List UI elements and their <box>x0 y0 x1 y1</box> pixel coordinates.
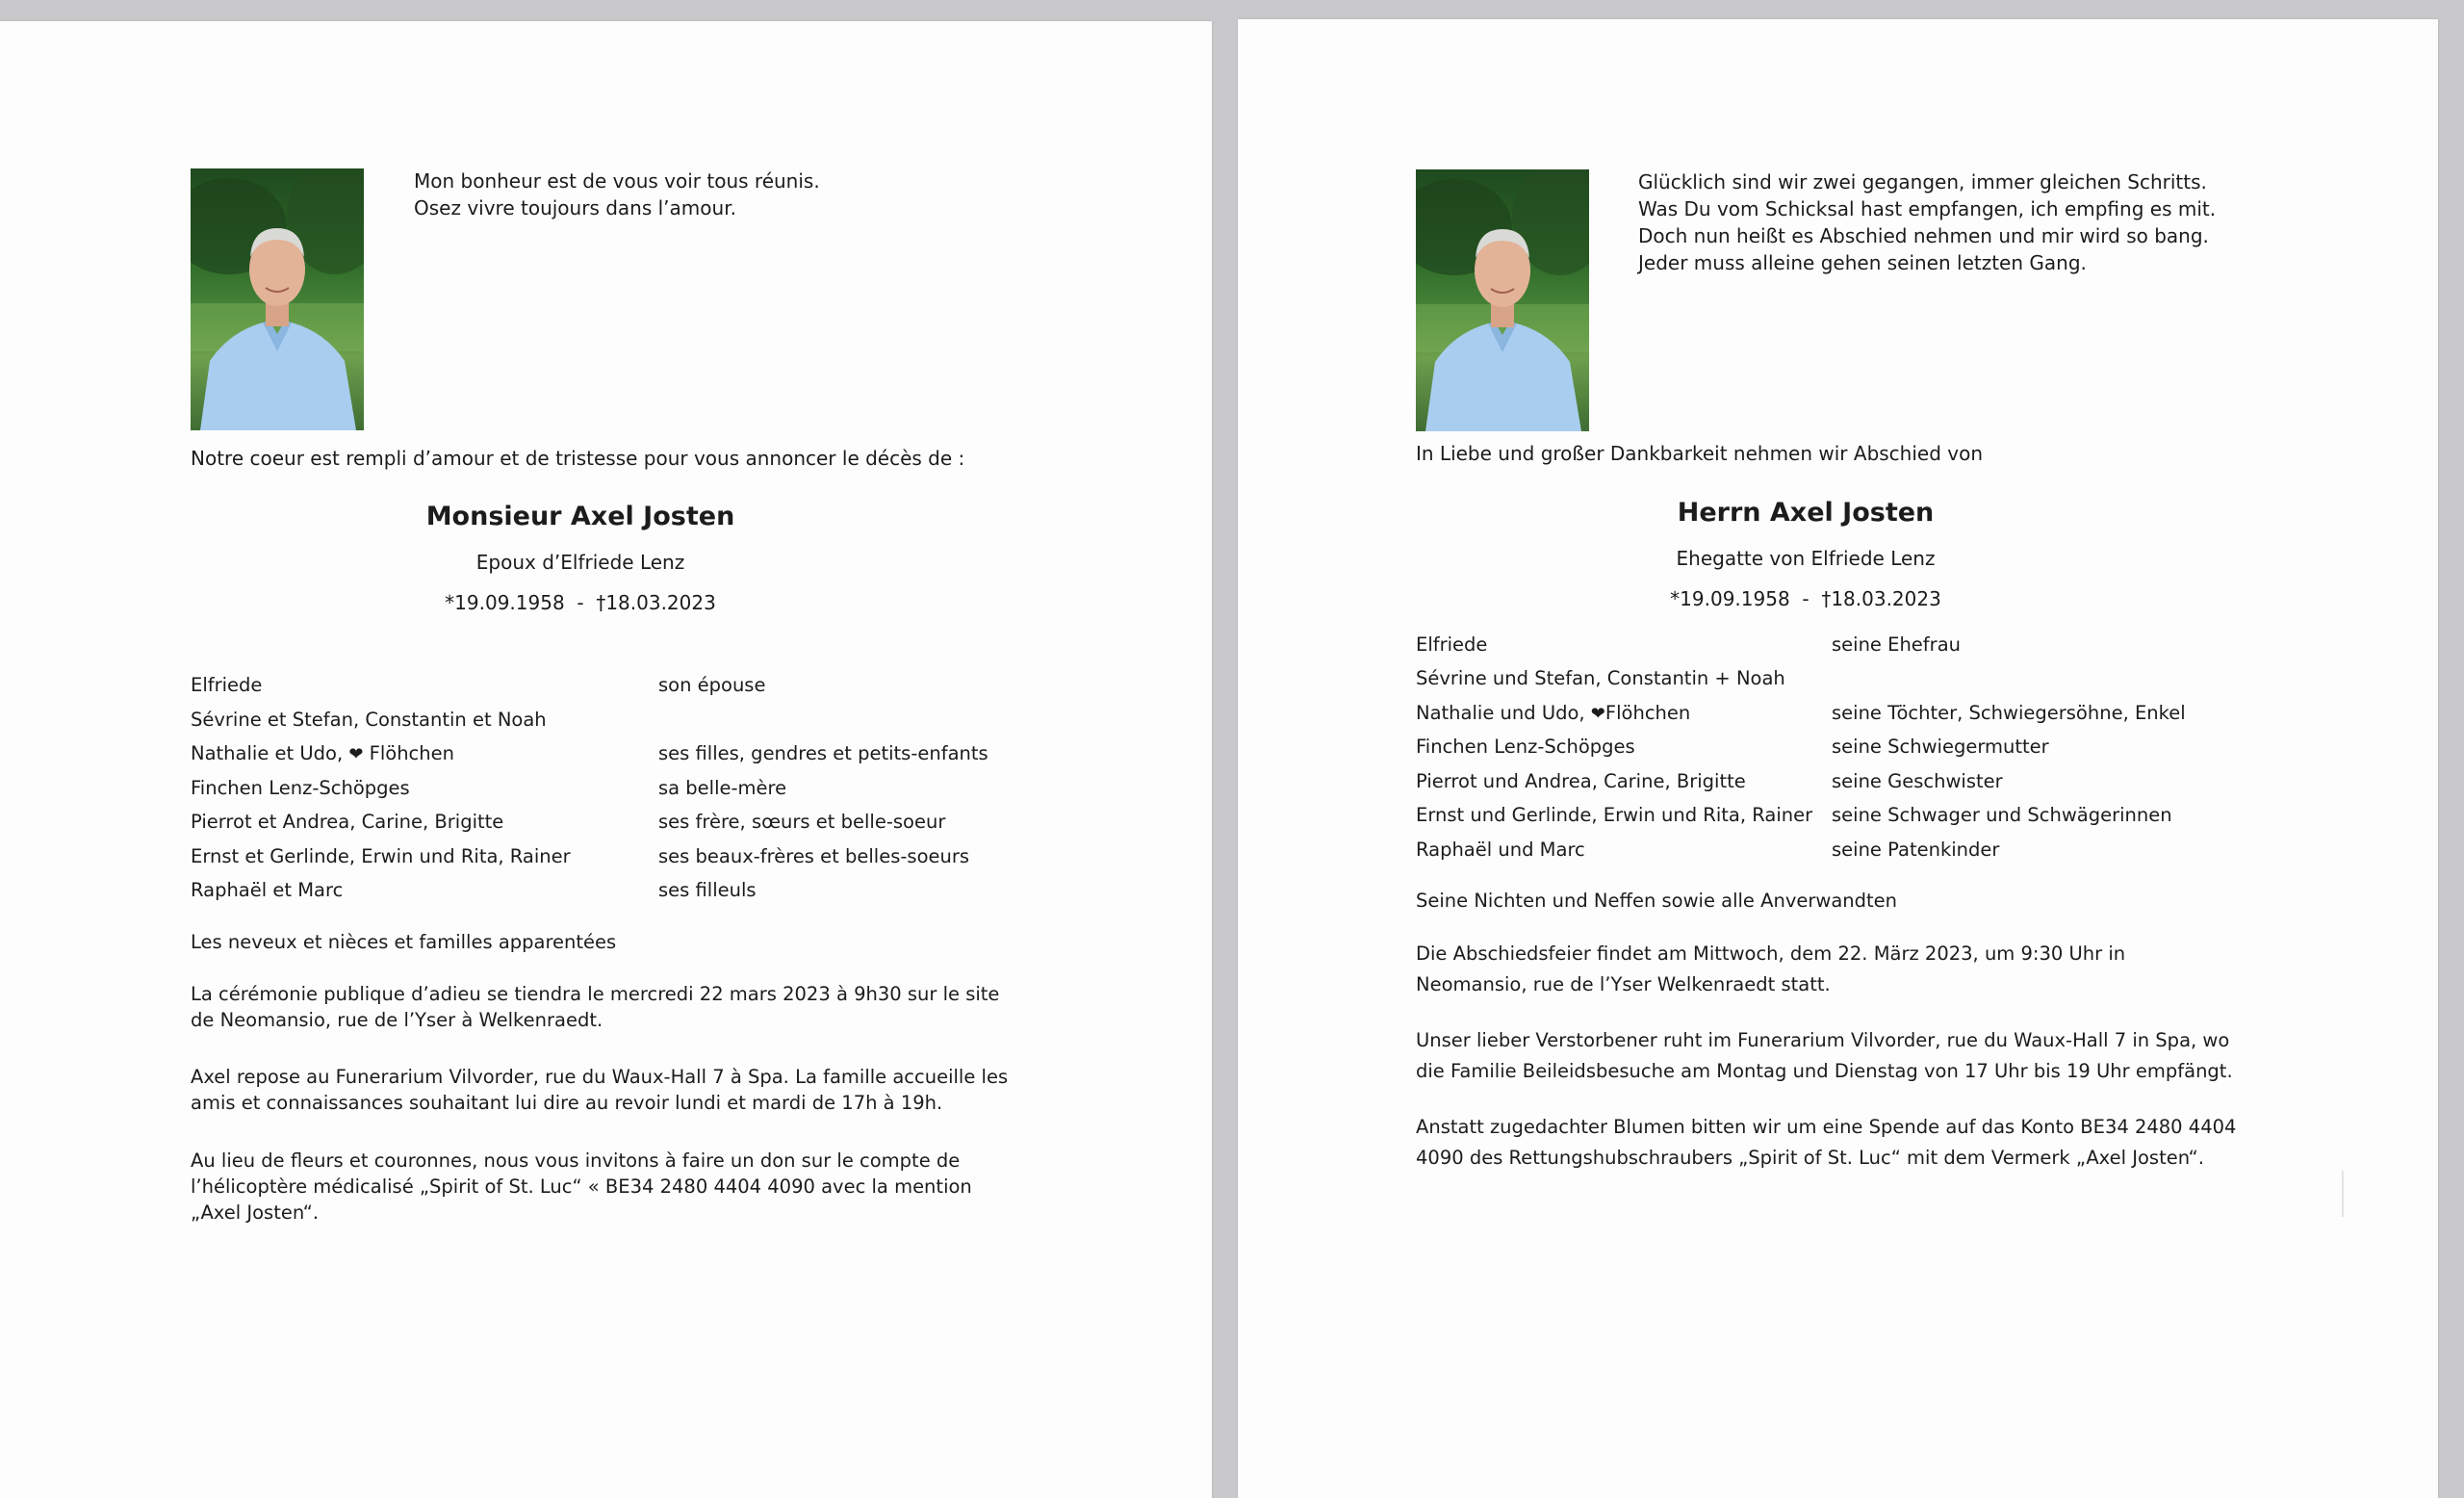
relatives-line: Seine Nichten und Neffen sowie alle Anverwandten <box>1416 890 1898 912</box>
family-relation: son épouse <box>658 674 766 696</box>
family-relation: seine Ehefrau <box>1832 633 1961 656</box>
poem <box>414 168 820 221</box>
family-names <box>1416 700 1690 727</box>
poem-line: Doch nun heißt es Abschied nehmen und mir wird so bang. <box>1638 224 2209 247</box>
paragraph-line: Axel repose au Funerarium Vilvorder, rue du Waux-Hall 7 à Spa. La famille accueille les <box>191 1066 1009 1088</box>
family-names: Elfriede <box>191 674 263 696</box>
family-names-part: Flöhchen <box>1604 702 1691 724</box>
deceased-name: Herrn Axel Josten <box>1677 498 1935 528</box>
paragraph-line: amis et connaissances souhaitant lui dire au revoir lundi et mardi de 17h à 19h. <box>191 1092 943 1114</box>
family-names: Finchen Lenz-Schöpges <box>1416 736 1635 758</box>
paragraph-line: 4090 des Rettungshubschraubers „Spirit of St. Luc“ mit dem Vermerk „Axel Josten“. <box>1416 1147 2204 1169</box>
donation-paragraph <box>191 1148 972 1226</box>
german-notice-page <box>1238 19 2438 1498</box>
poem-line: Osez vivre toujours dans l’amour. <box>414 196 736 220</box>
poem-line: Glücklich sind wir zwei gegangen, immer gleichen Schritts. <box>1638 170 2207 194</box>
family-names: Ernst et Gerlinde, Erwin und Rita, Rainer <box>191 845 571 867</box>
family-names: Ernst und Gerlinde, Erwin und Rita, Rainer <box>1416 804 1813 826</box>
family-names: Pierrot und Andrea, Carine, Brigitte <box>1416 770 1746 792</box>
family-names-part: Nathalie et Udo, <box>191 742 349 764</box>
family-names: Elfriede <box>1416 633 1488 656</box>
family-relation: seine Schwiegermutter <box>1832 736 2049 758</box>
family-relation: seine Geschwister <box>1832 770 2003 792</box>
family-relation: seine Patenkinder <box>1832 839 2000 861</box>
heart-icon: ❤ <box>1590 704 1605 724</box>
relatives-line: Les neveux et nièces et familles apparentées <box>191 931 617 953</box>
family-names: Raphaël et Marc <box>191 879 344 901</box>
poem-line: Mon bonheur est de vous voir tous réunis. <box>414 169 820 193</box>
donation-paragraph <box>1416 1112 2236 1174</box>
family-names: Sévrine et Stefan, Constantin et Noah <box>191 709 547 731</box>
poem-line: Was Du vom Schicksal hast empfangen, ich empfing es mit. <box>1638 197 2217 220</box>
announcement-intro: In Liebe und großer Dankbarkeit nehmen wir Abschied von <box>1416 442 1984 465</box>
family-relation: ses filles, gendres et petits-enfants <box>658 742 988 764</box>
paragraph-line: Anstatt zugedachter Blumen bitten wir um eine Spende auf das Konto BE34 2480 4404 <box>1416 1116 2237 1138</box>
paragraph-line: Unser lieber Verstorbener ruht im Funerarium Vilvorder, rue du Waux-Hall 7 in Spa, wo <box>1416 1029 2230 1051</box>
paragraph-line: Neomansio, rue de l’Yser Welkenraedt statt. <box>1416 973 1831 995</box>
family-relation: seine Töchter, Schwiegersöhne, Enkel <box>1832 702 2186 724</box>
deceased-name: Monsieur Axel Josten <box>425 502 735 531</box>
family-relation: ses beaux-frères et belles-soeurs <box>658 845 970 867</box>
family-names-part: Nathalie und Udo, <box>1416 702 1591 724</box>
life-dates: *19.09.1958 - †18.03.2023 <box>1670 587 1941 610</box>
repose-paragraph <box>1416 1025 2233 1087</box>
ceremony-paragraph <box>191 981 999 1033</box>
ceremony-paragraph <box>1416 939 2125 1000</box>
poem <box>1638 168 2216 276</box>
paragraph-line: de Neomansio, rue de l’Yser à Welkenraedt. <box>191 1009 603 1031</box>
family-relation: ses frère, sœurs et belle-soeur <box>658 811 946 833</box>
announcement-intro: Notre coeur est rempli d’amour et de tristesse pour vous annoncer le décès de : <box>191 447 965 470</box>
paragraph-line: La cérémonie publique d’adieu se tiendra le mercredi 22 mars 2023 à 9h30 sur le site <box>191 983 1000 1005</box>
spouse-line: Ehegatte von Elfriede Lenz <box>1676 547 1936 570</box>
family-names: Sévrine und Stefan, Constantin + Noah <box>1416 667 1785 689</box>
family-names: Raphaël und Marc <box>1416 839 1585 861</box>
family-relation: ses filleuls <box>658 879 757 901</box>
portrait-photo <box>191 168 364 430</box>
paragraph-line: l’hélicoptère médicalisé „Spirit of St. Luc“ « BE34 2480 4404 4090 avec la mention <box>191 1175 972 1198</box>
heart-icon: ❤ <box>348 744 364 764</box>
french-notice-page <box>0 21 1212 1498</box>
paragraph-line: „Axel Josten“. <box>191 1201 320 1224</box>
spouse-line: Epoux d’Elfriede Lenz <box>475 551 685 574</box>
family-names-part: Flöhchen <box>363 742 454 764</box>
paragraph-line: Die Abschiedsfeier findet am Mittwoch, dem 22. März 2023, um 9:30 Uhr in <box>1416 943 2126 965</box>
scan-mark <box>2342 1171 2344 1217</box>
paragraph-line: Au lieu de fleurs et couronnes, nous vous invitons à faire un don sur le compte de <box>191 1149 961 1172</box>
repose-paragraph <box>191 1064 1008 1116</box>
family-names: Finchen Lenz-Schöpges <box>191 777 410 799</box>
paragraph-line: die Familie Beileidsbesuche am Montag und Dienstag von 17 Uhr bis 19 Uhr empfängt. <box>1416 1060 2233 1082</box>
family-names: Pierrot et Andrea, Carine, Brigitte <box>191 811 504 833</box>
family-names <box>191 740 454 767</box>
poem-line: Jeder muss alleine gehen seinen letzten Gang. <box>1638 251 2087 274</box>
family-relation: sa belle-mère <box>658 777 787 799</box>
family-relation: seine Schwager und Schwägerinnen <box>1832 804 2172 826</box>
life-dates: *19.09.1958 - †18.03.2023 <box>445 591 716 614</box>
portrait-photo <box>1416 169 1589 431</box>
